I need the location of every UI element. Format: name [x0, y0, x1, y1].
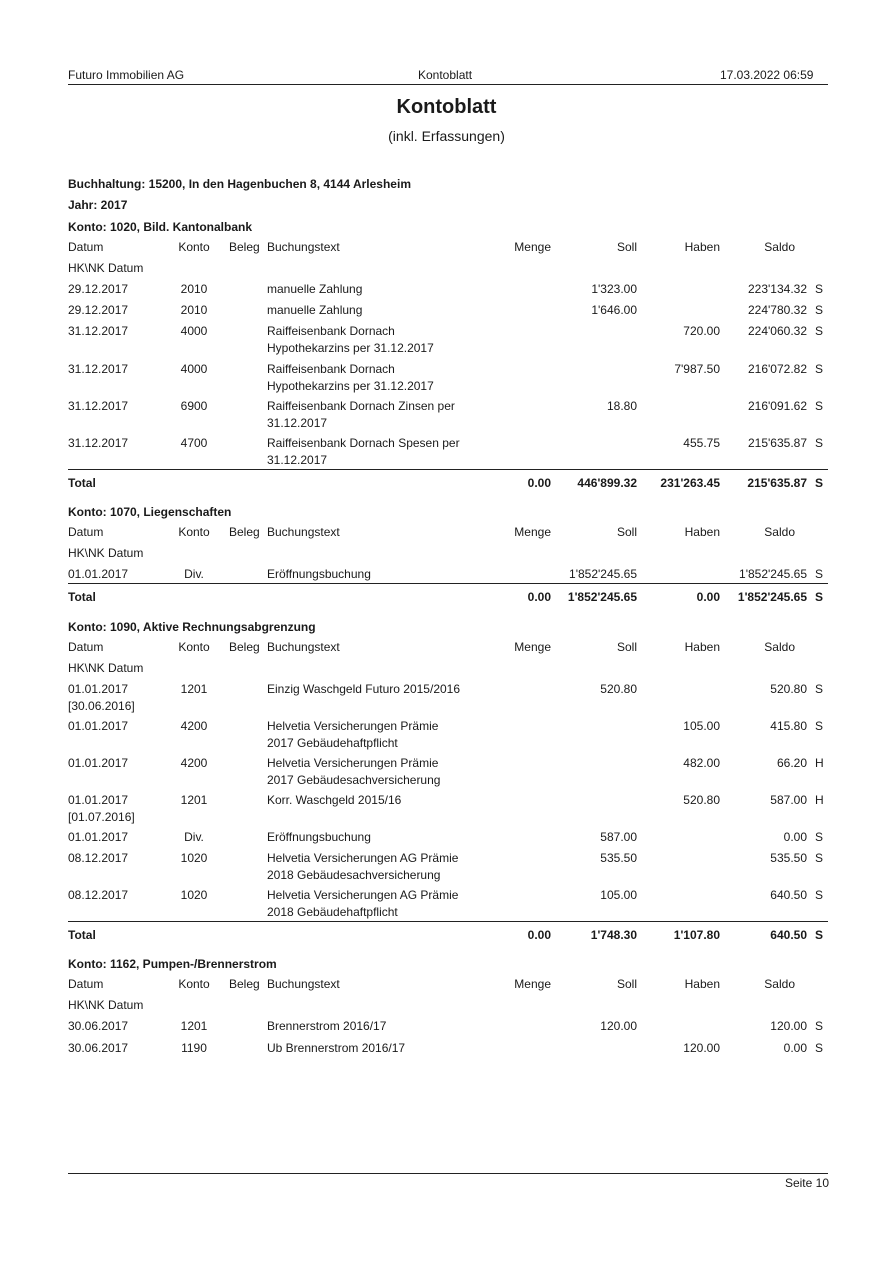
col-buchungstext: Buchungstext [267, 640, 340, 654]
row-konto: Div. [184, 830, 204, 844]
total-menge: 0.00 [527, 476, 551, 490]
row-text: Helvetia Versicherungen AG Prämie [267, 888, 459, 902]
row-konto: 6900 [180, 399, 208, 413]
col-hknk-datum: HK\NK Datum [68, 998, 144, 1012]
total-saldo-sh: S [815, 476, 824, 490]
row-date: 29.12.2017 [68, 282, 129, 296]
col-buchungstext: Buchungstext [267, 525, 340, 539]
row-text: Einzig Waschgeld Futuro 2015/2016 [267, 682, 461, 696]
row-soll: 535.50 [600, 851, 637, 865]
col-buchungstext: Buchungstext [267, 240, 340, 254]
row-konto: Div. [184, 567, 204, 581]
row-text: Raiffeisenbank Dornach [267, 362, 395, 376]
row-saldo-sh: S [815, 567, 824, 581]
total-menge: 0.00 [527, 928, 551, 942]
row-konto: 1201 [180, 682, 208, 696]
total-menge: 0.00 [527, 590, 551, 604]
row-date: 31.12.2017 [68, 362, 129, 376]
row-date: 01.01.2017 [68, 567, 129, 581]
row-date: 01.01.2017 [68, 793, 129, 807]
row-saldo-sh: S [815, 682, 824, 696]
row-saldo-sh: S [815, 1041, 824, 1055]
row-date-original: [01.07.2016] [68, 810, 135, 824]
col-haben: Haben [684, 240, 720, 254]
row-date-original: [30.06.2016] [68, 699, 135, 713]
total-saldo-sh: S [815, 928, 824, 942]
col-soll: Soll [616, 240, 637, 254]
row-text: Helvetia Versicherungen Prämie [267, 719, 439, 733]
col-menge: Menge [514, 240, 551, 254]
row-konto: 4700 [180, 436, 208, 450]
row-saldo-sh: S [815, 324, 824, 338]
row-haben: 520.80 [683, 793, 720, 807]
col-beleg: Beleg [229, 240, 260, 254]
row-saldo-sh: S [815, 362, 824, 376]
row-konto: 1020 [180, 851, 208, 865]
row-text: Ub Brennerstrom 2016/17 [267, 1041, 406, 1055]
row-soll: 105.00 [600, 888, 637, 902]
row-saldo-sh: S [815, 719, 824, 733]
row-saldo: 223'134.32 [747, 282, 807, 296]
row-text: Raiffeisenbank Dornach Zinsen per [267, 399, 455, 413]
row-saldo-sh: H [815, 756, 824, 770]
total-label: Total [68, 590, 96, 604]
row-text: Raiffeisenbank Dornach [267, 324, 395, 338]
row-saldo-sh: S [815, 888, 824, 902]
account-title: Konto: 1090, Aktive Rechnungsabgrenzung [68, 620, 316, 634]
buchhaltung-line: Buchhaltung: 15200, In den Hagenbuchen 8, 4144 Arlesheim [68, 177, 411, 191]
row-text: manuelle Zahlung [267, 303, 363, 317]
row-saldo: 215'635.87 [747, 436, 807, 450]
total-rule [68, 469, 828, 470]
row-saldo: 224'780.32 [747, 303, 807, 317]
row-text-2: 2017 Gebäudehaftpflicht [267, 736, 398, 750]
col-beleg: Beleg [229, 525, 260, 539]
row-konto: 1020 [180, 888, 208, 902]
col-buchungstext: Buchungstext [267, 977, 340, 991]
total-haben: 0.00 [696, 590, 720, 604]
row-saldo: 640.50 [770, 888, 807, 902]
row-text: Helvetia Versicherungen Prämie [267, 756, 439, 770]
row-haben: 720.00 [683, 324, 720, 338]
account-title: Konto: 1020, Bild. Kantonalbank [68, 220, 253, 234]
row-date: 31.12.2017 [68, 436, 129, 450]
row-konto: 1201 [180, 1019, 208, 1033]
page-title: Kontoblatt [396, 96, 497, 118]
row-text-2: 2018 Gebäudesachversicherung [267, 868, 441, 882]
row-soll: 1'323.00 [591, 282, 637, 296]
row-konto: 4200 [180, 756, 208, 770]
col-saldo: Saldo [764, 977, 795, 991]
total-haben: 1'107.80 [673, 928, 720, 942]
col-beleg: Beleg [229, 640, 260, 654]
col-hknk-datum: HK\NK Datum [68, 261, 144, 275]
col-datum: Datum [68, 525, 104, 539]
header-rule [68, 84, 828, 85]
row-text-2: 31.12.2017 [267, 453, 328, 467]
row-text-2: 2017 Gebäudesachversicherung [267, 773, 441, 787]
row-saldo-sh: S [815, 1019, 824, 1033]
row-date: 08.12.2017 [68, 888, 129, 902]
row-date: 31.12.2017 [68, 324, 129, 338]
document-type: Kontoblatt [418, 68, 473, 82]
row-saldo: 520.80 [770, 682, 807, 696]
row-saldo: 415.80 [770, 719, 807, 733]
row-date: 30.06.2017 [68, 1019, 129, 1033]
row-saldo-sh: S [815, 399, 824, 413]
col-datum: Datum [68, 977, 104, 991]
row-saldo: 66.20 [776, 756, 807, 770]
page-subtitle: (inkl. Erfassungen) [388, 128, 505, 144]
footer-rule [68, 1173, 828, 1174]
row-saldo-sh: S [815, 303, 824, 317]
row-date: 30.06.2017 [68, 1041, 129, 1055]
row-text: Raiffeisenbank Dornach Spesen per [267, 436, 460, 450]
col-konto: Konto [178, 640, 210, 654]
row-soll: 1'646.00 [591, 303, 637, 317]
row-date: 01.01.2017 [68, 682, 129, 696]
row-soll: 120.00 [600, 1019, 637, 1033]
col-menge: Menge [514, 525, 551, 539]
col-haben: Haben [684, 525, 720, 539]
row-konto: 1190 [181, 1041, 207, 1055]
row-konto: 2010 [180, 303, 208, 317]
col-datum: Datum [68, 640, 104, 654]
col-menge: Menge [514, 640, 551, 654]
total-saldo: 215'635.87 [747, 476, 807, 490]
row-soll: 1'852'245.65 [569, 567, 637, 581]
total-rule [68, 583, 828, 584]
row-saldo: 535.50 [770, 851, 807, 865]
total-saldo: 1'852'245.65 [737, 590, 807, 604]
row-date: 01.01.2017 [68, 756, 129, 770]
jahr-line: Jahr: 2017 [68, 198, 128, 212]
col-soll: Soll [616, 525, 637, 539]
row-saldo: 120.00 [770, 1019, 807, 1033]
row-saldo: 224'060.32 [747, 324, 807, 338]
total-soll: 446'899.32 [577, 476, 637, 490]
row-saldo-sh: H [815, 793, 824, 807]
col-hknk-datum: HK\NK Datum [68, 546, 144, 560]
row-saldo: 587.00 [770, 793, 807, 807]
row-text: Eröffnungsbuchung [267, 567, 371, 581]
row-text-2: Hypothekarzins per 31.12.2017 [267, 379, 434, 393]
row-date: 29.12.2017 [68, 303, 129, 317]
row-soll: 587.00 [600, 830, 637, 844]
row-text: Eröffnungsbuchung [267, 830, 371, 844]
row-soll: 520.80 [600, 682, 637, 696]
col-menge: Menge [514, 977, 551, 991]
col-soll: Soll [616, 977, 637, 991]
row-haben: 120.00 [683, 1041, 720, 1055]
row-konto: 4200 [180, 719, 208, 733]
total-label: Total [68, 928, 96, 942]
row-text-2: 31.12.2017 [267, 416, 328, 430]
row-saldo: 1'852'245.65 [739, 567, 807, 581]
total-saldo: 640.50 [770, 928, 807, 942]
row-text: Korr. Waschgeld 2015/16 [267, 793, 402, 807]
row-date: 08.12.2017 [68, 851, 129, 865]
col-soll: Soll [616, 640, 637, 654]
row-date: 01.01.2017 [68, 830, 129, 844]
row-soll: 18.80 [606, 399, 637, 413]
row-saldo: 216'072.82 [747, 362, 807, 376]
row-text-2: 2018 Gebäudehaftpflicht [267, 905, 398, 919]
row-saldo-sh: S [815, 851, 824, 865]
col-konto: Konto [178, 240, 210, 254]
account-title: Konto: 1070, Liegenschaften [68, 505, 232, 519]
row-haben: 105.00 [683, 719, 720, 733]
col-beleg: Beleg [229, 977, 260, 991]
total-saldo-sh: S [815, 590, 824, 604]
row-konto: 4000 [180, 324, 208, 338]
row-saldo-sh: S [815, 436, 824, 450]
row-date: 01.01.2017 [68, 719, 129, 733]
total-haben: 231'263.45 [660, 476, 720, 490]
col-haben: Haben [684, 977, 720, 991]
row-text: manuelle Zahlung [267, 282, 363, 296]
row-haben: 7'987.50 [674, 362, 720, 376]
col-saldo: Saldo [764, 525, 795, 539]
row-saldo: 216'091.62 [747, 399, 807, 413]
total-label: Total [68, 476, 96, 490]
page-number: Seite 10 [784, 1176, 829, 1190]
col-konto: Konto [178, 977, 210, 991]
row-text: Brennerstrom 2016/17 [267, 1019, 387, 1033]
total-rule [68, 921, 828, 922]
row-text: Helvetia Versicherungen AG Prämie [267, 851, 459, 865]
col-saldo: Saldo [764, 240, 795, 254]
row-konto: 1201 [180, 793, 208, 807]
col-datum: Datum [68, 240, 104, 254]
col-saldo: Saldo [764, 640, 795, 654]
row-konto: 2010 [180, 282, 208, 296]
row-saldo-sh: S [815, 830, 824, 844]
row-haben: 482.00 [683, 756, 720, 770]
col-hknk-datum: HK\NK Datum [68, 661, 144, 675]
row-saldo: 0.00 [783, 1041, 807, 1055]
col-haben: Haben [684, 640, 720, 654]
row-haben: 455.75 [683, 436, 720, 450]
total-soll: 1'748.30 [590, 928, 637, 942]
total-soll: 1'852'245.65 [567, 590, 637, 604]
row-text-2: Hypothekarzins per 31.12.2017 [267, 341, 434, 355]
row-saldo-sh: S [815, 282, 824, 296]
row-date: 31.12.2017 [68, 399, 129, 413]
row-konto: 4000 [180, 362, 208, 376]
row-saldo: 0.00 [783, 830, 807, 844]
print-datetime: 17.03.2022 06:59 [720, 68, 814, 82]
col-konto: Konto [178, 525, 210, 539]
company-name: Futuro Immobilien AG [68, 68, 185, 82]
account-title: Konto: 1162, Pumpen-/Brennerstrom [68, 957, 277, 971]
